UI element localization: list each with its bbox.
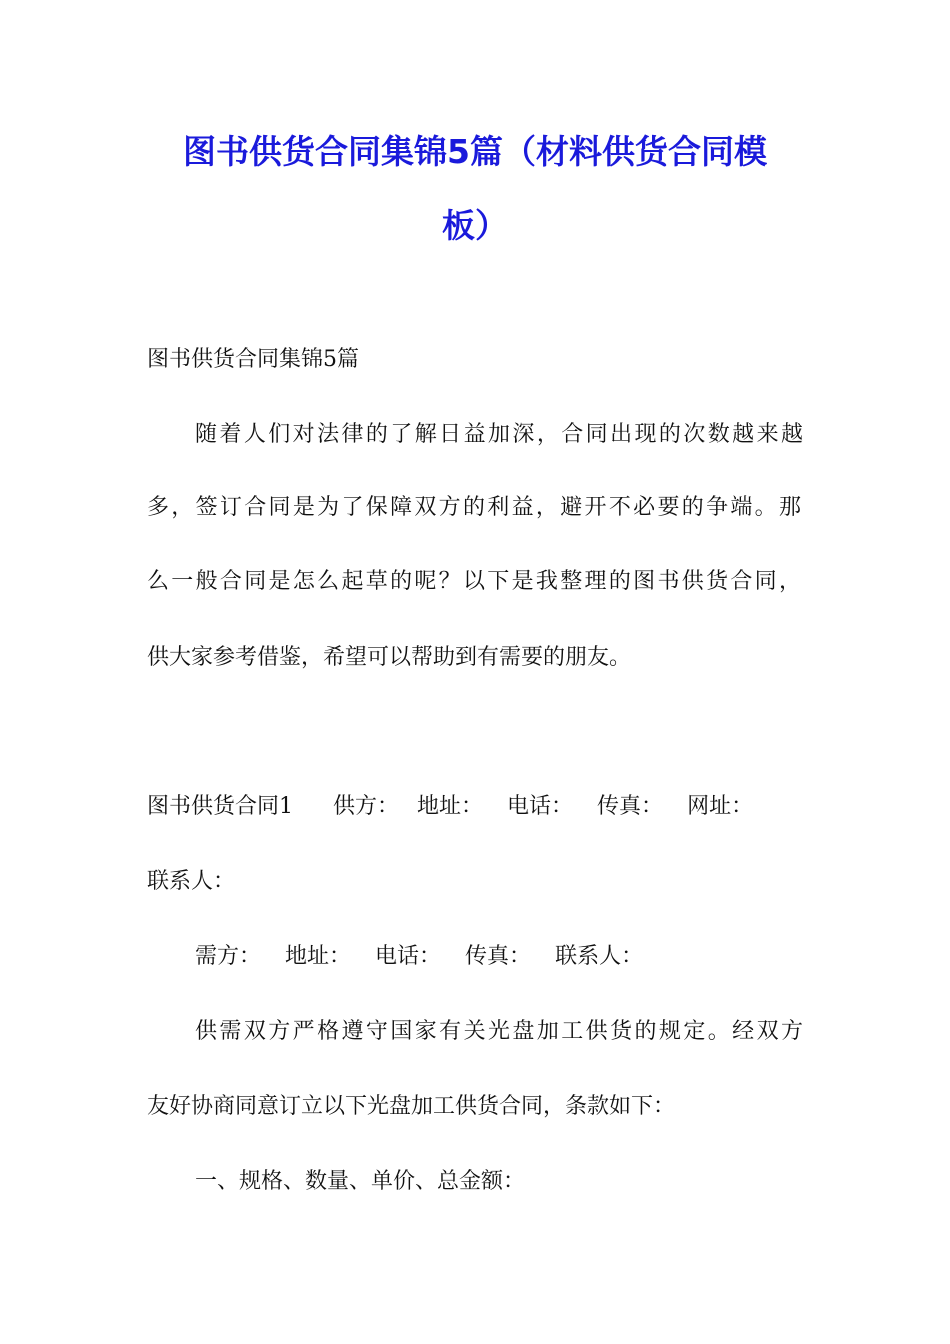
supplier-fax-label: 传真： <box>597 794 664 819</box>
intro-line-1: 随着人们对法律的了解日益加深，合同出现的次数越来越 <box>195 422 803 447</box>
supplier-label: 供方： <box>333 794 400 819</box>
buyer-line <box>195 942 643 972</box>
buyer-phone-label: 电话： <box>375 944 442 969</box>
section-1-heading: 一、规格、数量、单价、总金额： <box>195 1169 526 1194</box>
subtitle: 图书供货合同集锦5篇 <box>147 347 359 372</box>
supplier-address-label: 地址： <box>417 794 484 819</box>
contract1-body-line-2: 友好协商同意订立以下光盘加工供货合同，条款如下： <box>147 1094 676 1119</box>
buyer-label: 需方： <box>195 944 262 969</box>
supplier-contact-label: 联系人： <box>147 869 236 894</box>
supplier-phone-label: 电话： <box>507 794 574 819</box>
intro-line-4: 供大家参考借鉴，希望可以帮助到有需要的朋友。 <box>147 645 632 670</box>
buyer-fax-label: 传真： <box>465 944 532 969</box>
intro-line-3: 么一般合同是怎么起草的呢？以下是我整理的图书供货合同， <box>147 569 801 594</box>
contract1-body-line-1: 供需双方严格遵守国家有关光盘加工供货的规定。经双方 <box>195 1019 803 1044</box>
intro-line-2: 多，签订合同是为了保障双方的利益，避开不必要的争端。那 <box>147 495 801 520</box>
contract1-heading: 图书供货合同1 <box>147 794 293 819</box>
document-title-line-2: 板） <box>442 206 508 245</box>
contract1-header-line <box>147 792 753 822</box>
buyer-address-label: 地址： <box>285 944 352 969</box>
buyer-contact-label: 联系人： <box>555 944 644 969</box>
document-title-line-1: 图书供货合同集锦5篇（材料供货合同模 <box>183 132 767 171</box>
supplier-website-label: 网址： <box>687 794 754 819</box>
